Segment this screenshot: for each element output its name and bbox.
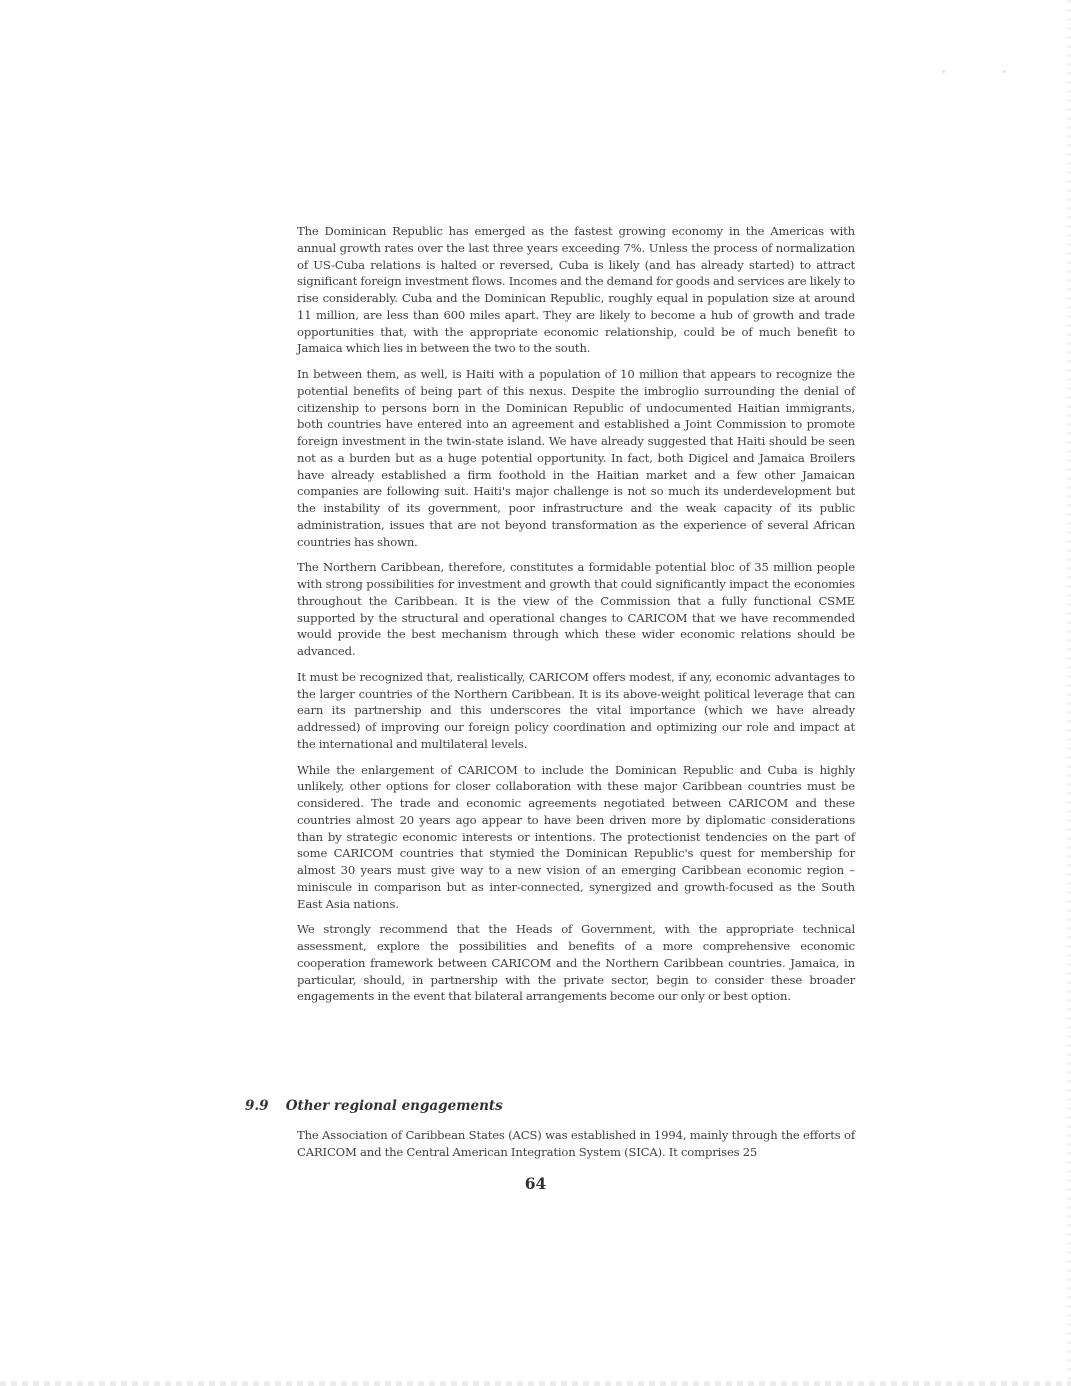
- section-body: [297, 1127, 855, 1170]
- scan-speck: [1003, 70, 1006, 73]
- paragraph-northern-caribbean-bloc: The Northern Caribbean, therefore, constitutes a formidable potential bloc of 35 million people with strong possibilities for investment and growth that could significantly impact the economies throughout the Caribbean. It is the view of the Commission that a fully functional CSME supported by the structural and operational changes to CARICOM that we have recommended would provide the best mechanism through which these wider economic relations should be advanced.: [297, 560, 855, 658]
- paragraph-recommendation: We strongly recommend that the Heads of Government, with the appropriate technical assessment, explore the possibilities and benefits of a more comprehensive economic cooperation framework between CARICOM and the Northern Caribbean countries. Jamaica, in particular, should, in partnership with the private sector, begin to consider these broader engagements in the event that bilateral arrangements become our only or best option.: [297, 922, 855, 1004]
- section-heading: [245, 1098, 845, 1114]
- body-text: [297, 223, 855, 1014]
- paragraph-acs: The Association of Caribbean States (ACS) was established in 1994, mainly through the efforts of CARICOM and the Central American Integration System (SICA). It comprises 25: [297, 1128, 855, 1159]
- scan-edge-bottom: [0, 1381, 1071, 1386]
- scan-edge-right: [1067, 0, 1071, 1386]
- page-number: 64: [524, 1174, 547, 1193]
- scan-speck: [942, 70, 945, 73]
- section-title: Other regional engagements: [285, 1098, 503, 1114]
- paragraph-haiti: In between them, as well, is Haiti with a population of 10 million that appears to recognize the potential benefits of being part of this nexus. Despite the imbroglio surrounding the denial of citizenship to persons born in the Dominican Republic of undocumented Haitian immigrants, both countries have entered into an agreement and established a Joint Commission to promote foreign investment in the twin-state island. We have already suggested that Haiti should be seen not as a burden but as a huge potential opportunity. In fact, both Digicel and Jamaica Broilers have already established a firm foothold in the Haitian market and a few other Jamaican companies are following suit. Haiti's major challenge is not so much its underdevelopment but the instability of its government, poor infrastructure and the weak capacity of its public administration, issues that are not beyond transformation as the experience of several African countries has shown.: [297, 367, 855, 549]
- paragraph-caricom-advantages: It must be recognized that, realistically, CARICOM offers modest, if any, economic advantages to the larger countries of the Northern Caribbean. It is its above-weight political leverage that can earn its partnership and this underscores the vital importance (which we have already addressed) of improving our foreign policy coordination and optimizing our role and impact at the international and multilateral levels.: [297, 669, 855, 751]
- section-number: 9.9: [245, 1098, 269, 1114]
- paragraph-enlargement: While the enlargement of CARICOM to include the Dominican Republic and Cuba is highly unlikely, other options for closer collaboration with these major Caribbean countries must be considered. The trade and economic agreements negotiated between CARICOM and these countries almost 20 years ago appear to have been driven more by diplomatic considerations than by strategic economic interests or intentions. The protectionist tendencies on the part of some CARICOM countries that stymied the Dominican Republic's quest for membership for almost 30 years must give way to a new vision of an emerging Caribbean economic region – miniscule in comparison but as inter-connected, synergized and growth-focused as the South East Asia nations.: [297, 762, 855, 911]
- paragraph-dominican-republic-cuba: The Dominican Republic has emerged as the fastest growing economy in the Americas with annual growth rates over the last three years exceeding 7%. Unless the process of normalization of US-Cuba relations is halted or reversed, Cuba is likely (and has already started) to attract significant foreign investment flows. Incomes and the demand for goods and services are likely to rise considerably. Cuba and the Dominican Republic, roughly equal in population size at around 11 million, are less than 600 miles apart. They are likely to become a hub of growth and trade opportunities that, with the appropriate economic relationship, could be of much benefit to Jamaica which lies in between the two to the south.: [297, 224, 855, 356]
